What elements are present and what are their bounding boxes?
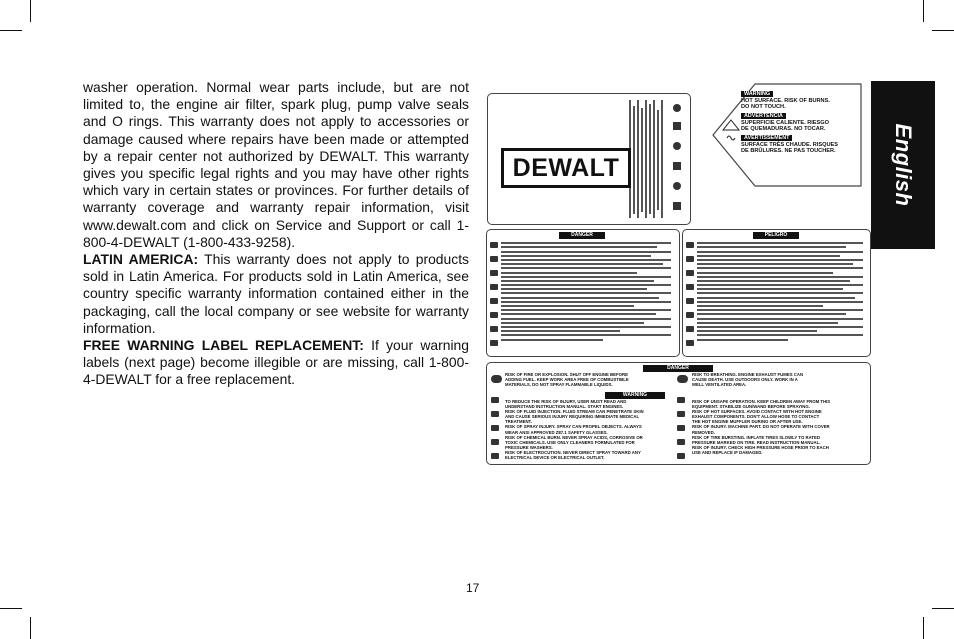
label-line: ELECTRICAL DEVICE OR ELECTRICAL OUTLET. — [505, 455, 605, 461]
warning-header: WARNING — [605, 392, 665, 399]
hot-advertencia-header: ADVERTENCIA — [741, 113, 786, 119]
safety-label-bottom — [486, 362, 871, 465]
label-line: PRESSURE MARKED ON TIRE. READ INSTRUCTION MANUAL. — [692, 439, 821, 445]
crop-mark — [0, 608, 22, 609]
bottom-left-warning-text — [505, 399, 644, 460]
label-line: AND CAUSE SERIOUS INJURY REQUIRING IMMEDIATE MEDICAL — [505, 414, 640, 420]
label-line: RISK OF INJURY. MACHINE PART. DO NOT OPERATE WITH COVER — [692, 424, 830, 430]
crop-mark — [932, 608, 954, 609]
label-line: RISK OF INJURY. CHECK HIGH PRESSURE HOSE PRIOR TO EACH — [692, 444, 829, 450]
body-text — [83, 79, 469, 389]
crop-mark — [923, 0, 924, 22]
label-line: RISK TO BREATHING. ENGINE EXHAUST FUMES CAN — [692, 372, 804, 377]
warning-label-left-header: DANGER — [559, 232, 605, 239]
page-number: 17 — [466, 581, 480, 595]
hot-warning-header: WARNING — [741, 91, 773, 97]
crop-mark — [932, 30, 954, 31]
hot-text-fr-2: DE BRÛLURES. NE PAS TOUCHER. — [741, 148, 836, 154]
latin-america-paragraph: LATIN AMERICA: This warranty does not apply to products sold in Latin America. For products sold in Latin America, see country specific warranty information contained either in the packaging, call the local company or see website for warranty information. — [83, 251, 469, 336]
label-line: EXHAUST COMPONENTS. DON'T ALLOW HOSE TO CONTACT — [692, 414, 820, 420]
crop-mark — [30, 0, 31, 22]
language-tab — [871, 81, 935, 249]
warning-label-right — [682, 229, 871, 357]
label-line: MATERIALS. DO NOT SPRAY FLAMMABLE LIQUIDS. — [505, 382, 613, 388]
dewalt-logo-text: DEWALT — [512, 153, 620, 182]
label-line: TREATMENT. — [505, 419, 532, 425]
label-line: RISK OF HOT SURFACES. AVOID CONTACT WITH HOT ENGINE — [692, 409, 822, 415]
brand-label-icons — [670, 100, 684, 218]
label-line: RISK OF TIRE BURSTING. INFLATE TIRES SLOWLY TO RATED — [692, 434, 820, 440]
bottom-right-warning-text — [692, 399, 830, 455]
danger-header: DANGER — [643, 365, 713, 372]
hot-text-en-1: HOT SURFACE. RISK OF BURNS. — [741, 98, 830, 104]
label-line: USE AND REPLACE IF DAMAGED. — [692, 449, 763, 455]
language-tab-label: English — [891, 123, 916, 207]
latin-america-heading: LATIN AMERICA: — [83, 251, 199, 268]
bottom-left-icons — [491, 373, 503, 461]
warning-label-left — [486, 229, 680, 357]
bottom-left-top-text — [505, 372, 629, 387]
hot-text-es-2: DE QUEMADURAS. NO TOCAR. — [741, 126, 826, 132]
hot-avertissement-header: AVERTISSEMENT — [741, 135, 792, 141]
label-line: THE HOT ENGINE MUFFLER DURING OR AFTER USE. — [692, 419, 803, 425]
free-warning-heading: FREE WARNING LABEL REPLACEMENT: — [83, 337, 364, 354]
free-warning-paragraph: FREE WARNING LABEL REPLACEMENT: If your warning labels (next page) become illegible or are missing, call 1-800-4-DEWALT for a free replacement. — [83, 337, 469, 388]
warning-label-right-lines — [697, 240, 863, 343]
label-line: RISK OF UNSAFE OPERATION. KEEP CHILDREN AWAY FROM THIS — [692, 399, 831, 404]
label-line: RISK OF FIRE OR EXPLOSION. SHUT OFF ENGINE BEFORE — [505, 372, 628, 377]
crop-mark — [0, 30, 22, 31]
label-line: TOXIC CHEMICALS. USE ONLY CLEANERS FORMULATED FOR — [505, 439, 635, 445]
label-line: TO REDUCE THE RISK OF INJURY, USER MUST READ AND — [505, 399, 627, 404]
label-line: REMOVED. — [692, 429, 715, 435]
hot-text-fr-1: SURFACE TRÈS CHAUDE. RISQUES — [741, 142, 838, 148]
label-line: RISK OF CHEMICAL BURN. NEVER SPRAY ACIDS, CORROSIVE OR — [505, 434, 643, 440]
label-line: PRESSURE WASHERS. — [505, 444, 553, 450]
hot-text-es-1: SUPERFICIE CALIENTE. RIESGO — [741, 120, 829, 126]
label-line: ADDING FUEL. KEEP WORK AREA FREE OF COMBUSTIBLE — [505, 377, 629, 383]
warning-label-left-icons — [490, 242, 499, 352]
label-line: RISK OF FLUID INJECTION. FLUID STREAM CAN PENETRATE SKIN — [505, 409, 644, 415]
crop-mark — [923, 617, 924, 639]
label-line: EQUIPMENT. STABILIZE GUN/WAND BEFORE SPRAYING. — [692, 404, 810, 410]
label-line: WELL VENTILATED AREA. — [692, 382, 747, 388]
bottom-right-icons — [677, 373, 689, 461]
warranty-paragraph: washer operation. Normal wear parts include, but are not limited to, the engine air filter, spark plug, pump valve seals and O rings. This warranty does not apply to accessories or damage caused where repairs have been made or attempted by a repair center not authorized by DEWALT. This warranty gives you specific legal rights and you may have other rights which vary in certain states or provinces. For further details of warranty coverage and warranty repair information, visit www.dewalt.com and click on Service and Support or call 1-800-4-DEWALT (1-800-433-9258). — [83, 79, 469, 250]
warning-label-right-icons — [686, 242, 695, 352]
label-line: RISK OF ELECTROCUTION. NEVER DIRECT SPRAY TOWARD ANY — [505, 449, 641, 455]
warning-label-right-header: PELIGRO — [753, 232, 799, 239]
label-line: RISK OF SPRAY INJURY. SPRAY CAN PROPEL OBJECTS. ALWAYS — [505, 424, 642, 430]
label-line: UNDERSTAND INSTRUCTION MANUAL. START ENGINES. — [505, 404, 624, 410]
label-line: CAUSE DEATH. USE OUTDOORS ONLY. WORK IN A — [692, 377, 798, 383]
bottom-right-top-text — [692, 372, 803, 387]
brand-label-text-strip — [627, 100, 667, 218]
warning-label-left-lines — [501, 240, 671, 343]
hot-text-en-2: DO NOT TOUCH. — [741, 104, 786, 110]
label-line: WEAR ANSI APPROVED Z87.1 SAFETY GLASSES. — [505, 429, 608, 435]
crop-mark — [30, 617, 31, 639]
dewalt-logo — [501, 148, 631, 188]
